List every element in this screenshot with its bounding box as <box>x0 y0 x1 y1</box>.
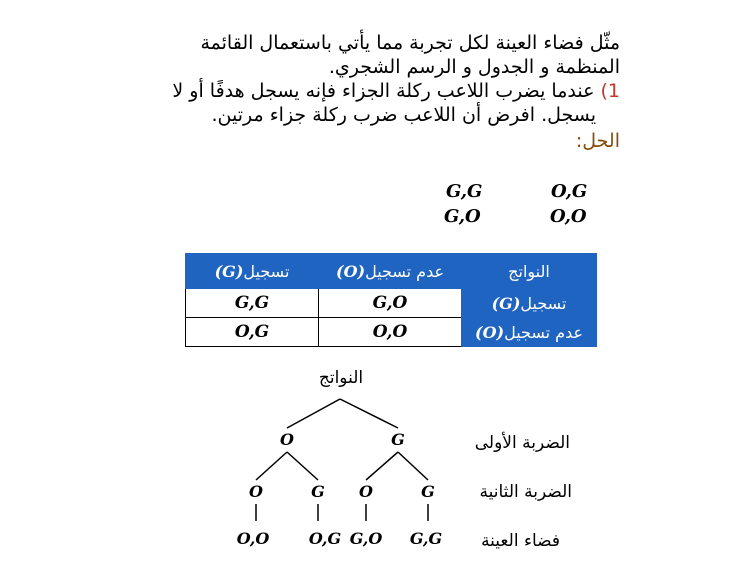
branch-line <box>366 452 398 480</box>
tree-node-second: O <box>359 482 373 501</box>
problem-line-4: يسجل. افرض أن اللاعب ضرب ركلة جزاء مرتين. <box>211 104 596 126</box>
header-score: تسجيل(G) <box>186 254 319 289</box>
list-item: G,G <box>446 181 483 202</box>
tree-node-first: O <box>280 430 294 449</box>
tree-node-second: G <box>311 482 325 501</box>
tree-root: النواتج <box>318 368 364 388</box>
tree-outcome: O,O <box>236 529 270 548</box>
label-second-kick: الضربة الثانية <box>479 482 572 502</box>
header-outcomes: النواتج <box>462 254 597 289</box>
branch-line <box>287 399 340 428</box>
list-item: G,O <box>444 206 481 227</box>
tree-node-second: O <box>249 482 263 501</box>
header-not-score: عدم تسجيل(O) <box>319 254 462 289</box>
tree-outcome: G,O <box>349 529 383 548</box>
list-item: O,O <box>550 206 587 227</box>
branch-line <box>398 452 428 480</box>
problem-number: 1) <box>600 80 620 102</box>
problem-line-3-text: عندما يضرب اللاعب ركلة الجزاء فإنه يسجل هدفًا أو لا <box>172 80 595 102</box>
row-header-score: تسجيل(G) <box>462 289 597 318</box>
list-item: O,G <box>551 181 588 202</box>
tree-node-second: G <box>421 482 435 501</box>
problem-line-2: المنظمة و الجدول و الرسم الشجري. <box>328 56 620 78</box>
branch-line <box>340 399 398 428</box>
branch-line <box>256 452 287 480</box>
tree-outcome: G,G <box>409 529 443 548</box>
row-header-not-score: عدم تسجيل(O) <box>462 318 597 347</box>
table-cell: O,G <box>186 318 319 347</box>
tree-outcome: O,G <box>308 529 342 548</box>
tree-node-first: G <box>391 430 405 449</box>
table-cell: G,G <box>186 289 319 318</box>
label-sample-space: فضاء العينة <box>481 531 560 551</box>
table-cell: O,O <box>319 318 462 347</box>
label-first-kick: الضربة الأولى <box>474 433 570 453</box>
branch-line <box>287 452 318 480</box>
problem-line-1: مثّل فضاء العينة لكل تجربة مما يأتي باستعمال القائمة <box>200 32 620 54</box>
table-cell: G,O <box>319 289 462 318</box>
solution-label: الحل: <box>575 130 620 152</box>
